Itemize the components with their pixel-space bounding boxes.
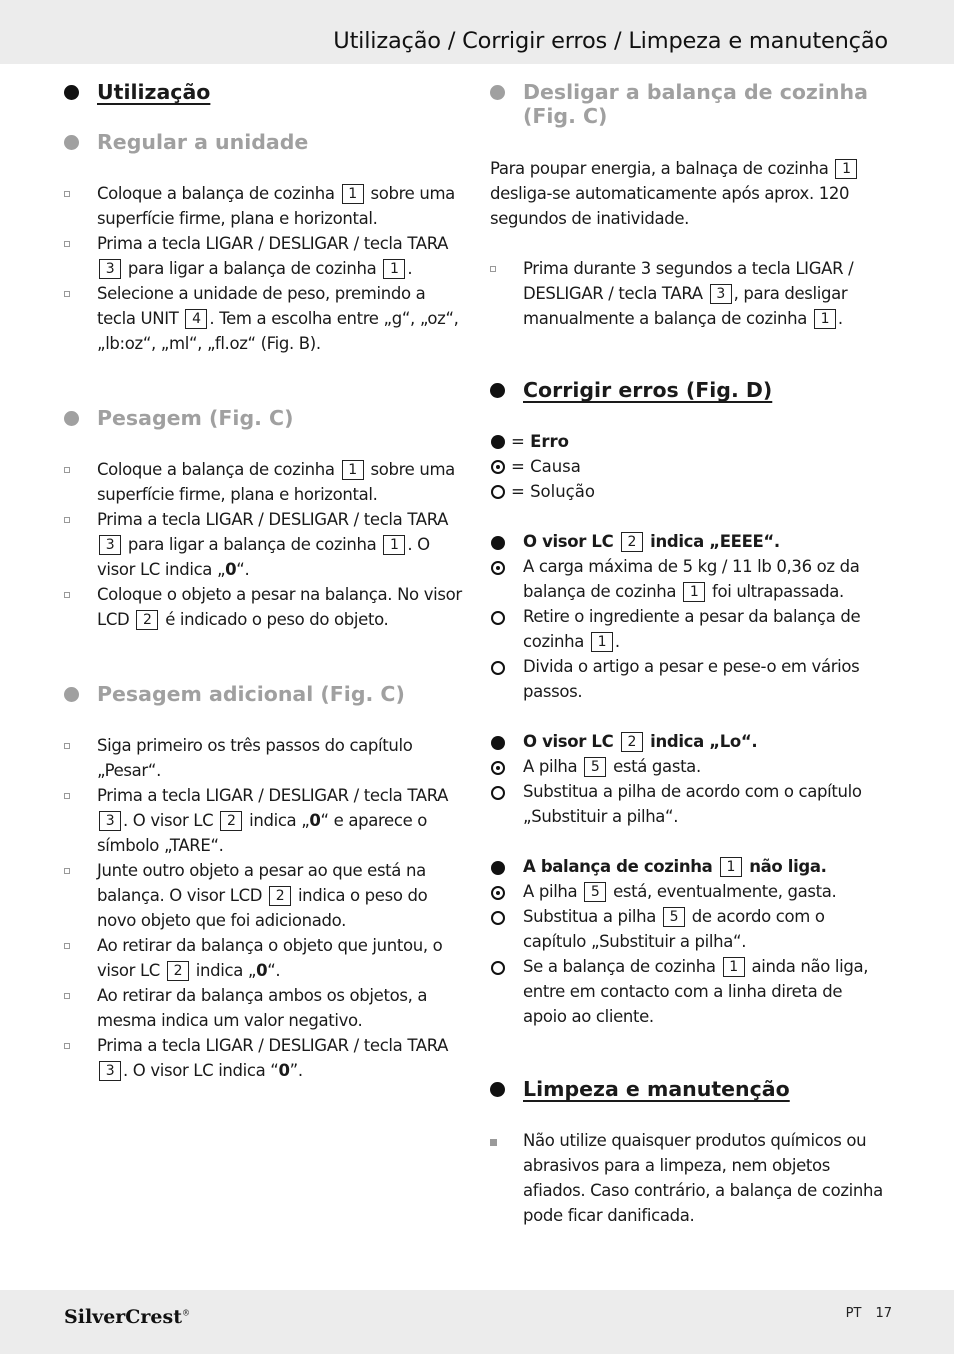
ref-number: 1 [591, 632, 613, 652]
bullet-icon [64, 687, 79, 702]
heading-pesagem: Pesagem (Fig. C) [64, 406, 464, 430]
checkbox-icon [64, 868, 70, 874]
open-circle-icon [491, 661, 505, 675]
list-item: Ao retirar da balança o objeto que juntou, o visor LC 2 indica „0“. [64, 933, 464, 983]
checkbox-icon [64, 993, 70, 999]
filled-dot-icon [491, 736, 505, 750]
list-item: Coloque a balança de cozinha 1 sobre uma superfície firme, plana e horizontal. [64, 181, 464, 231]
ref-number: 5 [584, 882, 606, 902]
ref-number: 3 [99, 1061, 121, 1081]
legend-causa: = Causa [490, 454, 890, 479]
checkbox-icon [64, 467, 70, 473]
ref-number: 4 [185, 309, 207, 329]
list-item: Prima a tecla LIGAR / DESLIGAR / tecla TARA 3 . O visor LC 2 indica „0“ e aparece o símbolo „TARE“. [64, 783, 464, 858]
heading-limpeza: Limpeza e manutenção [490, 1077, 890, 1101]
error-lo [490, 729, 890, 829]
list-item: Ao retirar da balança ambos os objetos, a mesma indica um valor negativo. [64, 983, 464, 1033]
ref-number: 1 [683, 582, 705, 602]
error-title: O visor LC 2 indica „EEEE“. [490, 529, 890, 554]
bullet-icon [490, 1082, 505, 1097]
checkbox-icon [64, 943, 70, 949]
ref-number: 2 [167, 961, 189, 981]
heading-pesagem-adicional: Pesagem adicional (Fig. C) [64, 682, 464, 706]
bullet-icon [490, 383, 505, 398]
ref-number: 1 [720, 857, 742, 877]
list-regular [64, 181, 464, 356]
filled-dot-icon [491, 435, 505, 449]
ref-number: 1 [383, 259, 405, 279]
bullet-icon [490, 85, 505, 100]
checkbox-icon [64, 743, 70, 749]
legend [490, 429, 890, 504]
ref-number: 3 [99, 259, 121, 279]
ref-number: 1 [835, 159, 857, 179]
target-dot-icon [491, 561, 505, 575]
open-circle-icon [491, 911, 505, 925]
open-circle-icon [491, 485, 505, 499]
ref-number: 1 [814, 309, 836, 329]
list-item: Siga primeiro os três passos do capítulo „Pesar“. [64, 733, 464, 783]
filled-dot-icon [491, 536, 505, 550]
checkbox-icon [490, 266, 496, 272]
solution-item: Divida o artigo a pesar e pese-o em vários passos. [490, 654, 890, 704]
error-eeee [490, 529, 890, 704]
checkbox-icon [64, 241, 70, 247]
heading-desligar: Desligar a balança de cozinha (Fig. C) [490, 80, 890, 128]
ref-number: 2 [269, 886, 291, 906]
list-item: Prima a tecla LIGAR / DESLIGAR / tecla TARA 3 . O visor LC indica “0”. [64, 1033, 464, 1083]
list-limpeza [490, 1128, 890, 1228]
cause-item: A pilha 5 está gasta. [490, 754, 890, 779]
ref-number: 2 [621, 732, 643, 752]
header-title: Utilização / Corrigir erros / Limpeza e manutenção [333, 28, 888, 54]
ref-number: 3 [99, 535, 121, 555]
list-item: Não utilize quaisquer produtos químicos ou abrasivos para a limpeza, nem objetos afiados. Caso contrário, a balança de cozinha pode ficar danificada. [490, 1128, 890, 1228]
brand-logo: SilverCrest® [64, 1306, 190, 1328]
open-circle-icon [491, 611, 505, 625]
solution-item: Substitua a pilha de acordo com o capítulo „Substituir a pilha“. [490, 779, 890, 829]
list-item: Junte outro objeto a pesar ao que está na balança. O visor LCD 2 indica o peso do novo objeto que foi adicionado. [64, 858, 464, 933]
checkbox-icon [64, 191, 70, 197]
heading-utilizacao: Utilização [64, 80, 464, 104]
list-pesagem [64, 457, 464, 632]
ref-number: 5 [584, 757, 606, 777]
cause-item: A carga máxima de 5 kg / 11 lb 0,36 oz da balança de cozinha 1 foi ultrapassada. [490, 554, 890, 604]
page-number: PT 17 [845, 1306, 892, 1321]
bullet-icon [64, 85, 79, 100]
heading-regular-unidade: Regular a unidade [64, 130, 464, 154]
right-column [490, 80, 890, 1228]
target-dot-icon [491, 761, 505, 775]
list-item: Prima durante 3 segundos a tecla LIGAR / DESLIGAR / tecla TARA 3 , para desligar manualmente a balança de cozinha 1 . [490, 256, 890, 331]
ref-number: 1 [342, 184, 364, 204]
ref-number: 1 [723, 957, 745, 977]
checkbox-icon [64, 1043, 70, 1049]
ref-number: 1 [342, 460, 364, 480]
list-item: Selecione a unidade de peso, premindo a tecla UNIT 4 . Tem a escolha entre „g“, „oz“, „lb:oz“, „ml“, „fl.oz“ (Fig. B). [64, 281, 464, 356]
ref-number: 1 [383, 535, 405, 555]
filled-dot-icon [491, 861, 505, 875]
list-item: Prima a tecla LIGAR / DESLIGAR / tecla TARA 3 para ligar a balança de cozinha 1 . [64, 231, 464, 281]
checkbox-icon [64, 592, 70, 598]
list-item: Coloque o objeto a pesar na balança. No visor LCD 2 é indicado o peso do objeto. [64, 582, 464, 632]
ref-number: 3 [710, 284, 732, 304]
solution-item: Se a balança de cozinha 1 ainda não liga, entre em contacto com a linha direta de apoio ao cliente. [490, 954, 890, 1029]
error-title: O visor LC 2 indica „Lo“. [490, 729, 890, 754]
paragraph-desligar: Para poupar energia, a balnaça de cozinha 1 desliga-se automaticamente após aprox. 120 segundos de inatividade. [490, 156, 890, 231]
list-item: Coloque a balança de cozinha 1 sobre uma superfície firme, plana e horizontal. [64, 457, 464, 507]
bullet-icon [64, 135, 79, 150]
ref-number: 3 [99, 811, 121, 831]
ref-number: 2 [220, 811, 242, 831]
bullet-icon [64, 411, 79, 426]
list-item: Prima a tecla LIGAR / DESLIGAR / tecla TARA 3 para ligar a balança de cozinha 1 . O visor LC indica „0“. [64, 507, 464, 582]
left-column [64, 80, 464, 1083]
checkbox-icon [64, 291, 70, 297]
open-circle-icon [491, 961, 505, 975]
heading-corrigir-erros: Corrigir erros (Fig. D) [490, 378, 890, 402]
checkbox-icon [64, 793, 70, 799]
ref-number: 2 [136, 610, 158, 630]
solution-item: Retire o ingrediente a pesar da balança de cozinha 1 . [490, 604, 890, 654]
error-title: A balança de cozinha 1 não liga. [490, 854, 890, 879]
list-desligar [490, 256, 890, 331]
error-nao-liga [490, 854, 890, 1029]
legend-solucao: = Solução [490, 479, 890, 504]
ref-number: 5 [663, 907, 685, 927]
page-header [0, 0, 954, 64]
cause-item: A pilha 5 está, eventualmente, gasta. [490, 879, 890, 904]
list-adicional [64, 733, 464, 1083]
checkbox-icon [64, 517, 70, 523]
ref-number: 2 [621, 532, 643, 552]
square-bullet-icon [490, 1139, 497, 1146]
solution-item: Substitua a pilha 5 de acordo com o capítulo „Substituir a pilha“. [490, 904, 890, 954]
target-dot-icon [491, 460, 505, 474]
legend-erro: = Erro [490, 429, 890, 454]
target-dot-icon [491, 886, 505, 900]
open-circle-icon [491, 786, 505, 800]
